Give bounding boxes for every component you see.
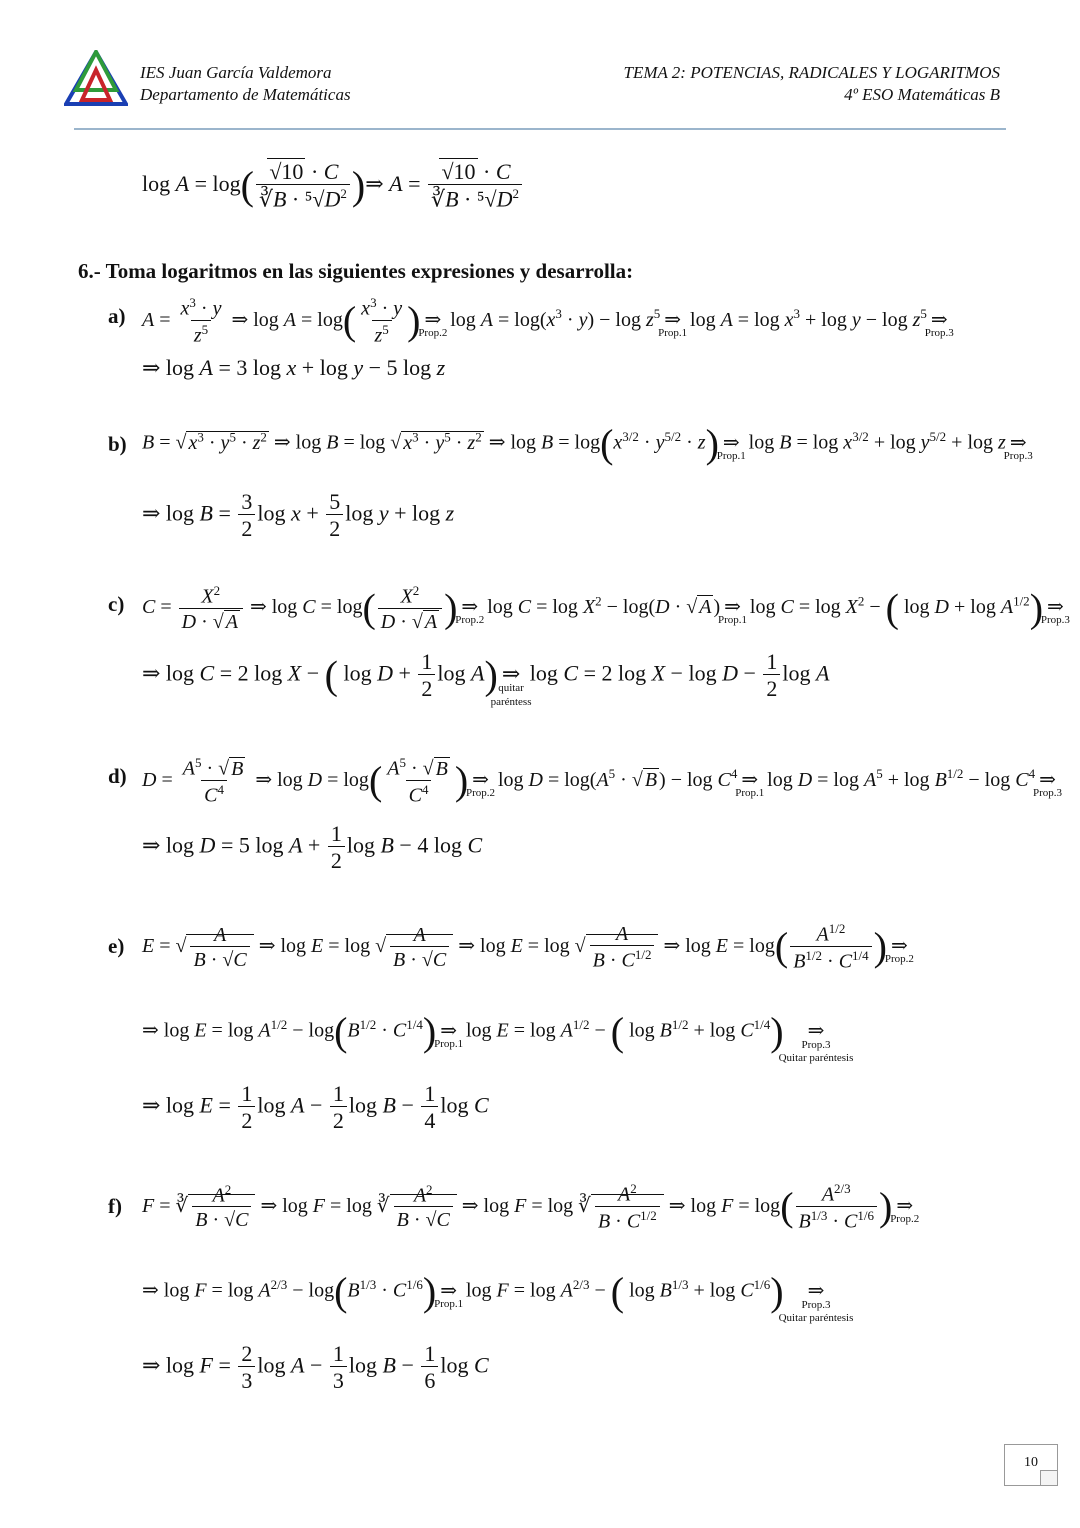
item-label-d: d) [108, 764, 127, 788]
page-number: 10 [1004, 1444, 1058, 1486]
exercise-title: 6.- Toma logaritmos en las siguientes expresiones y desarrolla: [78, 259, 634, 283]
header-divider [74, 128, 1006, 130]
item-b-line1: B = √ $x^3 \cdot y^5 \cdot z^2$ ⇒ log B = log √ $x^3 \cdot y^5 \cdot z^2$ ⇒ $\log B = \log(x^{3/2} \cdot y^{5/2} \cdot z)$ ⇒ Prop.1 $\log B = \log x^{3/2} + \log y^{5/2} + \log z$ ⇒ Prop.3 [142, 421, 1033, 466]
item-f-line3: ⇒ log F = $\frac{2}{3}$ log A − $\frac{1}{3}$ log B − $\frac{1}{6}$ log C [142, 1341, 489, 1394]
item-d-line1: D = $\frac{A^5 \cdot √ B}{C^4}$ ⇒ log D = log( $\frac{A^5 \cdot √ B}{C^4}$ ) ⇒ Prop.2 $\log D = \log(A^5$ · √ B ) − $\log C^4$ ⇒ Prop.1 $\log D = \log A^5 + \log B^{1/2} - \log C^4$ ⇒ Prop.3 [142, 755, 1062, 807]
school-logo [64, 50, 128, 108]
topic-title: TEMA 2: POTENCIAS, RADICALES Y LOGARITMOS [623, 63, 1000, 82]
item-label-b: b) [108, 432, 127, 456]
item-label-f: f) [108, 1194, 122, 1218]
school-name: IES Juan García Valdemora [140, 63, 332, 82]
department-name: Departamento de Matemáticas [140, 85, 351, 104]
item-b-line2: ⇒ log B = $\frac{3}{2}$ log x + $\frac{5}{2}$ log y + log z [142, 489, 455, 542]
intro-equation: log A = log( $\frac{√10 \cdot C}{∛B \cdot ^5√D^2}$ )⇒ A = $\frac{√10 \cdot C}{∛B \cdot ^5√D^2}$ [142, 160, 524, 212]
header-right [623, 62, 1000, 106]
item-e-line3: ⇒ log E = $\frac{1}{2}$ log A − $\frac{1}{2}$ log B − $\frac{1}{4}$ log C [142, 1081, 489, 1134]
item-a-line1: A = $\frac{x^3 \cdot y}{z^5}$ ⇒ log A = log( $\frac{x^3 \cdot y}{z^5}$ ) ⇒ Prop.2 $\log A = \log(x^3 \cdot y) - \log z^5$ ⇒ Prop.1 $\log A = \log x^3 + \log y - \log z^5$ ⇒ Prop.3 [142, 295, 954, 347]
course-name: 4º ESO Matemáticas B [844, 85, 1000, 104]
item-c-line1: C = $\frac{X^2}{D \cdot √ A}$ ⇒ log C = log( $\frac{X^2}{D \cdot √ A}$ ) ⇒ Prop.2 $\log C = \log X^2 - \log(D$ · √ A ) ⇒ Prop.1 $\log C = \log X^2$ − ( $\log D + \log A^{1/2}$) ⇒ Prop.3 [142, 583, 1070, 633]
item-e-line1: E = √ $\frac{A}{B \cdot √C}$ ⇒ log E = log √ $\frac{A}{B \cdot √C}$ ⇒ log E = log √ $\frac{A}{B \cdot C^{1/2}}$ ⇒ log E = log( $\frac{A^{1/2}}{B^{1/2} \cdot C^{1/4}}$ ) ⇒ Prop.2 [142, 921, 914, 973]
header-left [140, 62, 351, 106]
item-d-line2: ⇒ log D = 5 log A + $\frac{1}{2}$ log B − 4 log C [142, 821, 483, 874]
page-header [0, 0, 1080, 140]
page-fold-icon [1040, 1470, 1057, 1485]
item-label-a: a) [108, 304, 126, 328]
item-e-line2: ⇒ $\log E = \log A^{1/2} - \log(B^{1/2} \cdot C^{1/4})$ ⇒ Prop.1 $\log E = \log A^{1/2}$ − ( $\log B^{1/2} + \log C^{1/4}$) ⇒ Prop.3 Quitar paréntesis [142, 1009, 854, 1064]
item-c-line2: ⇒ log C = 2 log X − ( log D + $\frac{1}{2}$ log A) ⇒ quitar paréntess log C = 2 log X − log D − $\frac{1}{2}$ log A [142, 649, 830, 708]
item-f-line1: F = ∛ $\frac{A^2}{B \cdot √C}$ ⇒ log F = log ∛ $\frac{A^2}{B \cdot √C}$ ⇒ log F = log ∛ $\frac{A^2}{B \cdot C^{1/2}}$ ⇒ log F = log( $\frac{A^{2/3}}{B^{1/3} \cdot C^{1/6}}$ ) ⇒ Prop.2 [142, 1181, 920, 1233]
item-a-line2: ⇒ log A = 3 log x + log y − 5 log z [142, 355, 446, 380]
item-label-c: c) [108, 592, 125, 616]
item-label-e: e) [108, 934, 125, 958]
item-f-line2: ⇒ $\log F = \log A^{2/3} - \log(B^{1/3} \cdot C^{1/6})$ ⇒ Prop.1 $\log F = \log A^{2/3}$ − ( $\log B^{1/3} + \log C^{1/6}$) ⇒ Prop.3 Quitar paréntesis [142, 1269, 854, 1324]
